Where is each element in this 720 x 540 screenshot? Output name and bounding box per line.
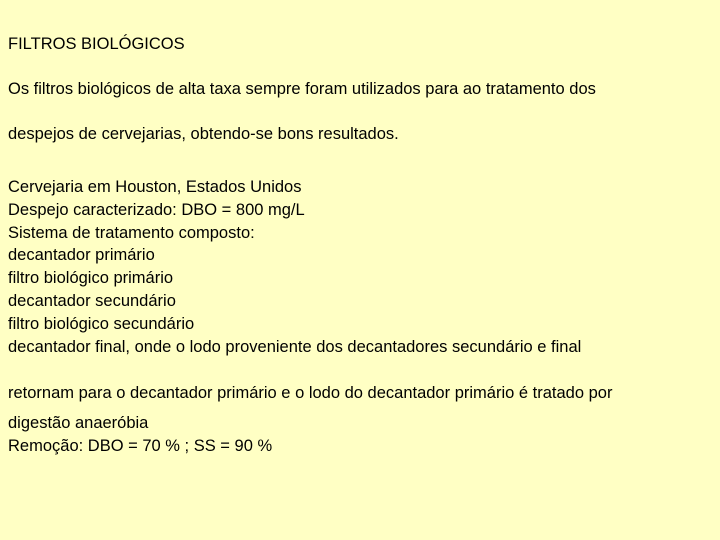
detail-line-6: decantador secundário (8, 292, 176, 310)
intro-line-2: despejos de cervejarias, obtendo-se bons resultados. (8, 125, 399, 143)
continuation-line-2: digestão anaeróbia (8, 414, 149, 432)
intro-line-1: Os filtros biológicos de alta taxa sempre foram utilizados para ao tratamento dos (8, 80, 596, 98)
detail-line-1: Cervejaria em Houston, Estados Unidos (8, 178, 302, 196)
detail-line-5: filtro biológico primário (8, 269, 174, 287)
page-title: FILTROS BIOLÓGICOS (8, 35, 185, 53)
continuation-line-1: retornam para o decantador primário e o lodo do decantador primário é tratado por (8, 384, 613, 402)
detail-line-3: Sistema de tratamento composto: (8, 224, 255, 242)
continuation-line-3: Remoção: DBO = 70 % ; SS = 90 % (8, 437, 273, 455)
detail-line-8: decantador final, onde o lodo proveniente dos decantadores secundário e final (8, 338, 582, 356)
detail-line-2: Despejo caracterizado: DBO = 800 mg/L (8, 201, 305, 219)
detail-line-4: decantador primário (8, 246, 155, 264)
detail-line-7: filtro biológico secundário (8, 315, 195, 333)
